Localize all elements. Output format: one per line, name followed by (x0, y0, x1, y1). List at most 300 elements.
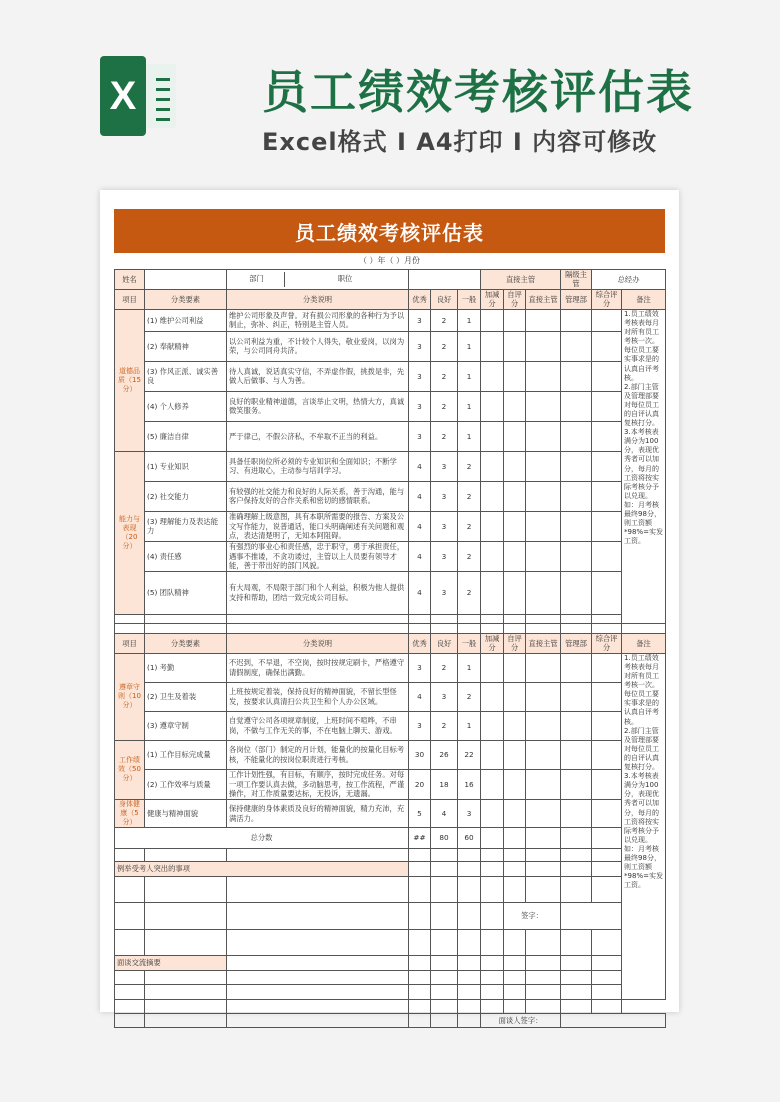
rating-input-cell[interactable] (592, 740, 622, 769)
rating-input-cell[interactable] (526, 740, 561, 769)
score-cell: 2 (431, 653, 458, 682)
rating-input-cell[interactable] (504, 799, 526, 827)
blank-cell[interactable] (481, 930, 504, 956)
blank-cell[interactable] (561, 862, 592, 877)
table-row (115, 740, 666, 769)
score-cell: 4 (409, 451, 431, 481)
rating-input-cell[interactable] (526, 541, 561, 571)
blank-cell[interactable] (145, 971, 227, 985)
rating-input-cell[interactable] (481, 421, 504, 451)
rating-input-cell[interactable] (561, 481, 592, 511)
blank-cell[interactable] (431, 877, 458, 903)
blank-cell[interactable] (115, 903, 145, 930)
header-good: 良好 (431, 289, 458, 309)
blank-cell[interactable] (431, 862, 458, 877)
blank-cell[interactable] (592, 971, 622, 985)
rating-input-cell[interactable] (592, 309, 622, 331)
rating-input-cell[interactable] (592, 331, 622, 361)
blank-cell[interactable] (592, 862, 622, 877)
blank-cell[interactable] (561, 971, 592, 985)
blank-cell[interactable] (145, 1000, 227, 1014)
blank-cell[interactable] (592, 1000, 622, 1014)
header-cat: 分类要素 (145, 633, 227, 653)
blank-cell[interactable] (115, 971, 145, 985)
rating-input-cell[interactable] (504, 481, 526, 511)
blank-cell[interactable] (526, 862, 561, 877)
blank-cell[interactable] (458, 877, 481, 903)
blank-cell[interactable] (431, 849, 458, 862)
rating-input-cell[interactable] (526, 391, 561, 421)
table-row (115, 614, 666, 623)
blank-cell[interactable] (145, 614, 227, 623)
item-description: 准确理解上级意图，具有本职所需要的报告、方案及公文写作能力，说普通话，能口头明确阐述有关问题和观点，表达清楚明了，无知本阿阻碍。 (227, 511, 409, 541)
blank-cell[interactable] (227, 1014, 409, 1028)
blank-cell[interactable] (431, 1000, 458, 1014)
rating-input-cell[interactable] (481, 740, 504, 769)
rating-input-cell[interactable] (561, 799, 592, 827)
signature-field[interactable] (561, 1014, 666, 1028)
blank-cell[interactable] (115, 1014, 145, 1028)
rating-input-cell[interactable] (561, 740, 592, 769)
rating-input-cell[interactable] (481, 309, 504, 331)
score-cell: 3 (458, 799, 481, 827)
rating-input-cell[interactable] (526, 799, 561, 827)
interviewer-signature-label: 面谈人签字： (481, 1014, 561, 1028)
blank-cell[interactable] (458, 971, 481, 985)
blank-cell[interactable] (227, 877, 409, 903)
rating-input-cell[interactable] (592, 828, 622, 849)
score-cell: 2 (458, 541, 481, 571)
blank-cell[interactable] (481, 849, 504, 862)
blank-cell[interactable] (431, 614, 458, 623)
table-row (115, 361, 666, 391)
item-name: (3) 理解能力及表达能力 (145, 511, 227, 541)
rating-input-cell[interactable] (481, 391, 504, 421)
blank-cell[interactable] (145, 903, 227, 930)
direct-manager-label: 直接主管 (481, 270, 561, 290)
score-cell: 16 (458, 769, 481, 799)
blank-cell[interactable] (526, 956, 561, 971)
item-description: 有强烈的事业心和责任感，忠于职守，勇于承担责任，遇事不推诿，不贪功诿过，主管以上人员要有领导才能，善于带出好的部门风貌。 (227, 541, 409, 571)
blank-cell[interactable] (526, 971, 561, 985)
rating-input-cell[interactable] (561, 653, 592, 682)
blank-cell[interactable] (458, 985, 481, 1000)
blank-cell[interactable] (431, 930, 458, 956)
score-cell: 22 (458, 740, 481, 769)
blank-cell[interactable] (526, 930, 561, 956)
blank-cell[interactable] (504, 877, 526, 903)
item-description: 不迟到，不早退，不空岗，按时按规定刷卡，严格遵守请假制度，确保出满勤。 (227, 653, 409, 682)
score-cell: 3 (409, 711, 431, 740)
rating-input-cell[interactable] (504, 309, 526, 331)
table-row (115, 877, 666, 903)
table-row (115, 903, 666, 930)
evaluation-table (114, 269, 666, 1028)
blank-cell[interactable] (227, 956, 409, 971)
score-cell: 2 (458, 682, 481, 711)
table-row (115, 653, 666, 682)
item-description: 上班按规定着装，保持良好的精神面貌，不留长型怪发，按要求认真清扫公共卫生和个人办公区域。 (227, 682, 409, 711)
blank-cell[interactable] (409, 877, 431, 903)
form-paper (100, 190, 679, 1025)
rating-input-cell[interactable] (592, 682, 622, 711)
header-poor: 加减分 (481, 289, 504, 309)
header-total: 综合评分 (592, 633, 622, 653)
blank-cell[interactable] (481, 903, 504, 930)
rating-input-cell[interactable] (481, 711, 504, 740)
blank-cell[interactable] (115, 849, 145, 862)
score-cell: 2 (458, 511, 481, 541)
rating-input-cell[interactable] (504, 331, 526, 361)
header-item: 项目 (115, 289, 145, 309)
category-cell: 遵章守则（10分） (115, 653, 145, 740)
score-cell: 2 (458, 571, 481, 614)
category-cell: 道德品质（15分） (115, 309, 145, 451)
blank-cell[interactable] (431, 985, 458, 1000)
blank-cell[interactable] (592, 956, 622, 971)
blank-cell[interactable] (458, 614, 481, 623)
rating-input-cell[interactable] (481, 331, 504, 361)
item-description: 工作计划性强，有目标，有顺序，按时完成任务。对每一项工作要认真去做，多动脑思考，按工作流程，严谨操作，对工作质量要达标，无投诉，无遗漏。 (227, 769, 409, 799)
rating-input-cell[interactable] (592, 541, 622, 571)
blank-cell[interactable] (115, 930, 145, 956)
item-description: 待人真诚，说话真实守信，不弄虚作假，挑拨是非，先做人后做事、与人为善。 (227, 361, 409, 391)
rating-input-cell[interactable] (561, 711, 592, 740)
remark-notes: 1.员工绩效考核表每月对所有员工考核一次。每位员工要实事求是的认真自评考核。 2.部门主管及管理部要对每位员工的自评认真复核打分。 3.本考核表满分为100分，表现优秀者可以加分，每月的工资将按实际考核分予以兑现。 如：月考核最终98分，则工资额*98%=实发工资。 (622, 653, 666, 999)
score-cell: 1 (458, 421, 481, 451)
hero-title: 员工绩效考核评估表 (262, 65, 694, 119)
rating-input-cell[interactable] (526, 653, 561, 682)
item-name: 健康与精神面貌 (145, 799, 227, 827)
item-name: (5) 团队精神 (145, 571, 227, 614)
blank-cell[interactable] (458, 903, 481, 930)
rating-input-cell[interactable] (561, 309, 592, 331)
table-row (115, 421, 666, 451)
blank-cell[interactable] (481, 985, 504, 1000)
blank-cell[interactable] (409, 903, 431, 930)
item-description: 保持健康的身体素质及良好的精神面貌，精力充沛，充满活力。 (227, 799, 409, 827)
rating-input-cell[interactable] (526, 682, 561, 711)
rating-input-cell[interactable] (504, 571, 526, 614)
form-title: 员工绩效考核评估表 (114, 209, 665, 253)
excel-logo-letter: X (100, 56, 146, 136)
blank-cell[interactable] (504, 614, 526, 623)
header-direct: 直接主管 (526, 289, 561, 309)
blank-cell[interactable] (561, 1000, 592, 1014)
blank-cell[interactable] (145, 877, 227, 903)
blank-cell[interactable] (409, 862, 431, 877)
rating-input-cell[interactable] (526, 331, 561, 361)
blank-cell[interactable] (481, 877, 504, 903)
blank-cell[interactable] (409, 1014, 431, 1028)
rating-input-cell[interactable] (561, 451, 592, 481)
rating-input-cell[interactable] (504, 361, 526, 391)
header-avg: 一般 (458, 289, 481, 309)
rating-input-cell[interactable] (592, 769, 622, 799)
blank-cell[interactable] (504, 862, 526, 877)
item-name: (1) 考勤 (145, 653, 227, 682)
blank-cell[interactable] (458, 956, 481, 971)
blank-cell[interactable] (504, 623, 526, 633)
name-value[interactable] (145, 270, 227, 290)
rating-input-cell[interactable] (561, 682, 592, 711)
blank-cell[interactable] (526, 623, 561, 633)
score-cell: 26 (431, 740, 458, 769)
rating-input-cell[interactable] (504, 828, 526, 849)
blank-cell[interactable] (145, 849, 227, 862)
rating-input-cell[interactable] (504, 511, 526, 541)
score-cell: 1 (458, 309, 481, 331)
blank-cell[interactable] (592, 985, 622, 1000)
blank-cell[interactable] (409, 614, 431, 623)
score-cell: 2 (431, 391, 458, 421)
rating-input-cell[interactable] (526, 571, 561, 614)
rating-input-cell[interactable] (561, 421, 592, 451)
table-row (115, 769, 666, 799)
total-score-cell: 60 (458, 828, 481, 849)
blank-cell[interactable] (526, 1000, 561, 1014)
blank-cell[interactable] (115, 623, 145, 633)
blank-cell[interactable] (561, 849, 592, 862)
blank-cell[interactable] (115, 985, 145, 1000)
rating-input-cell[interactable] (526, 309, 561, 331)
rating-input-cell[interactable] (526, 511, 561, 541)
blank-cell[interactable] (145, 985, 227, 1000)
score-cell: 3 (431, 571, 458, 614)
rating-input-cell[interactable] (592, 421, 622, 451)
score-cell: 2 (431, 421, 458, 451)
rating-input-cell[interactable] (504, 653, 526, 682)
gm-label: 总经办 (592, 270, 666, 290)
rating-input-cell[interactable] (592, 653, 622, 682)
blank-cell[interactable] (504, 1000, 526, 1014)
blank-cell[interactable] (592, 849, 622, 862)
blank-cell[interactable] (458, 1000, 481, 1014)
score-cell: 1 (458, 391, 481, 421)
rating-input-cell[interactable] (481, 799, 504, 827)
item-description: 具备任职岗位所必须的专业知识和全面知识；不断学习、有进取心，主动参与培训学习。 (227, 451, 409, 481)
blank-cell[interactable] (504, 930, 526, 956)
header-self: 自评分 (504, 289, 526, 309)
blank-cell[interactable] (458, 849, 481, 862)
rating-input-cell[interactable] (561, 769, 592, 799)
blank-cell[interactable] (504, 956, 526, 971)
blank-cell[interactable] (481, 623, 504, 633)
rating-input-cell[interactable] (526, 481, 561, 511)
blank-cell[interactable] (227, 1000, 409, 1014)
table-row (115, 930, 666, 956)
score-cell: 18 (431, 769, 458, 799)
item-name: (4) 个人修养 (145, 391, 227, 421)
blank-cell[interactable] (227, 985, 409, 1000)
rating-input-cell[interactable] (592, 799, 622, 827)
table-row (115, 1000, 666, 1014)
blank-cell[interactable] (504, 849, 526, 862)
blank-cell[interactable] (622, 623, 666, 633)
item-name: (2) 卫生及着装 (145, 682, 227, 711)
rating-input-cell[interactable] (504, 769, 526, 799)
rating-input-cell[interactable] (504, 541, 526, 571)
position-value[interactable] (409, 270, 481, 290)
blank-cell[interactable] (526, 877, 561, 903)
blank-cell[interactable] (409, 956, 431, 971)
remark-notes: 1.员工绩效考核表每月对所有员工考核一次。每位员工要实事求是的认真自评考核。 2.部门主管及管理部要对每位员工的自评认真复核打分。 3.本考核表满分为100分，表现优秀者可以加分，每月的工资将按实际考核分予以兑现。 如：月考核最终98分，则工资额*98%=实发工资。 (622, 309, 666, 623)
rating-input-cell[interactable] (592, 451, 622, 481)
rating-input-cell[interactable] (592, 481, 622, 511)
blank-cell[interactable] (561, 930, 592, 956)
rating-input-cell[interactable] (526, 361, 561, 391)
rating-input-cell[interactable] (561, 511, 592, 541)
rating-input-cell[interactable] (526, 711, 561, 740)
score-cell: 3 (409, 653, 431, 682)
rating-input-cell[interactable] (561, 361, 592, 391)
blank-cell[interactable] (431, 623, 458, 633)
rating-input-cell[interactable] (481, 451, 504, 481)
blank-cell[interactable] (431, 956, 458, 971)
blank-cell[interactable] (115, 614, 145, 623)
blank-cell[interactable] (409, 623, 431, 633)
rating-input-cell[interactable] (526, 451, 561, 481)
blank-cell[interactable] (145, 930, 227, 956)
blank-cell[interactable] (561, 614, 592, 623)
score-cell: 3 (431, 541, 458, 571)
blank-cell[interactable] (145, 623, 227, 633)
blank-cell[interactable] (409, 985, 431, 1000)
rating-input-cell[interactable] (504, 421, 526, 451)
blank-cell[interactable] (504, 971, 526, 985)
rating-input-cell[interactable] (481, 361, 504, 391)
item-name: (1) 维护公司利益 (145, 309, 227, 331)
total-score-cell: 80 (431, 828, 458, 849)
score-cell: 2 (458, 481, 481, 511)
blank-cell[interactable] (504, 985, 526, 1000)
score-cell: 5 (409, 799, 431, 827)
rating-input-cell[interactable] (504, 711, 526, 740)
rating-input-cell[interactable] (504, 451, 526, 481)
table-row (115, 451, 666, 481)
blank-cell[interactable] (592, 877, 622, 903)
rating-input-cell[interactable] (526, 421, 561, 451)
rating-input-cell[interactable] (526, 769, 561, 799)
blank-cell[interactable] (526, 614, 561, 623)
blank-cell[interactable] (227, 903, 409, 930)
blank-cell[interactable] (592, 930, 622, 956)
blank-cell[interactable] (115, 877, 145, 903)
table-row (115, 799, 666, 827)
blank-cell[interactable] (409, 971, 431, 985)
item-description: 维护公司形象及声誉。对有损公司形象的各种行为予以制止，弥补、纠正，特别是主管人员。 (227, 309, 409, 331)
blank-cell[interactable] (227, 614, 409, 623)
rating-input-cell[interactable] (592, 711, 622, 740)
rating-input-cell[interactable] (481, 571, 504, 614)
blank-cell[interactable] (227, 849, 409, 862)
rating-input-cell[interactable] (561, 541, 592, 571)
blank-cell[interactable] (592, 623, 622, 633)
blank-cell[interactable] (115, 1000, 145, 1014)
signature-field[interactable] (561, 903, 622, 930)
table-row (115, 571, 666, 614)
score-cell: 4 (409, 682, 431, 711)
item-name: (2) 社交能力 (145, 481, 227, 511)
blank-cell[interactable] (481, 971, 504, 985)
dept-position-cell (227, 270, 409, 290)
rating-input-cell[interactable] (481, 682, 504, 711)
rating-input-cell[interactable] (592, 571, 622, 614)
rating-input-cell[interactable] (561, 571, 592, 614)
blank-cell[interactable] (409, 930, 431, 956)
blank-cell[interactable] (481, 1000, 504, 1014)
blank-cell[interactable] (458, 1014, 481, 1028)
item-name: (5) 廉洁自律 (145, 421, 227, 451)
blank-cell[interactable] (227, 623, 409, 633)
score-cell: 1 (458, 653, 481, 682)
blank-cell[interactable] (526, 849, 561, 862)
blank-cell[interactable] (481, 862, 504, 877)
header-total: 综合评分 (592, 289, 622, 309)
table-row (115, 309, 666, 331)
score-cell: 4 (409, 571, 431, 614)
score-cell: 2 (431, 309, 458, 331)
rating-input-cell[interactable] (592, 361, 622, 391)
rating-input-cell[interactable] (526, 828, 561, 849)
rating-input-cell[interactable] (504, 740, 526, 769)
rating-input-cell[interactable] (504, 682, 526, 711)
table-row (115, 849, 666, 862)
blank-cell[interactable] (561, 623, 592, 633)
blank-cell[interactable] (561, 877, 592, 903)
blank-cell[interactable] (431, 971, 458, 985)
rating-input-cell[interactable] (561, 331, 592, 361)
blank-cell[interactable] (561, 956, 592, 971)
rating-input-cell[interactable] (592, 511, 622, 541)
blank-cell[interactable] (561, 985, 592, 1000)
blank-cell[interactable] (481, 956, 504, 971)
score-cell: 4 (431, 799, 458, 827)
blank-cell[interactable] (409, 1000, 431, 1014)
rating-input-cell[interactable] (561, 828, 592, 849)
rating-input-cell[interactable] (481, 828, 504, 849)
hero-subtitle: Excel格式 I A4打印 I 内容可修改 (262, 128, 658, 156)
blank-cell[interactable] (481, 614, 504, 623)
blank-cell[interactable] (458, 930, 481, 956)
blank-cell[interactable] (145, 1014, 227, 1028)
rating-input-cell[interactable] (481, 653, 504, 682)
rating-input-cell[interactable] (504, 391, 526, 421)
blank-cell[interactable] (592, 614, 622, 623)
score-cell: 4 (409, 481, 431, 511)
rating-input-cell[interactable] (481, 769, 504, 799)
header-remark: 备注 (622, 633, 666, 653)
header-ex: 优秀 (409, 633, 431, 653)
excel-logo-icon (100, 56, 176, 136)
category-cell: 能力与表现（20分） (115, 451, 145, 614)
item-description: 良好的职业精神道德，言谈举止文明，热情大方，真诚微笑服务。 (227, 391, 409, 421)
blank-cell[interactable] (409, 849, 431, 862)
blank-cell[interactable] (458, 623, 481, 633)
rating-input-cell[interactable] (592, 391, 622, 421)
rating-input-cell[interactable] (481, 511, 504, 541)
blank-cell[interactable] (227, 930, 409, 956)
blank-cell[interactable] (431, 903, 458, 930)
rating-input-cell[interactable] (481, 541, 504, 571)
blank-cell[interactable] (526, 985, 561, 1000)
blank-cell[interactable] (458, 862, 481, 877)
rating-input-cell[interactable] (561, 391, 592, 421)
skip-manager-label: 隔级主管 (561, 270, 592, 290)
blank-cell[interactable] (227, 971, 409, 985)
blank-cell[interactable] (431, 1014, 458, 1028)
rating-input-cell[interactable] (481, 481, 504, 511)
